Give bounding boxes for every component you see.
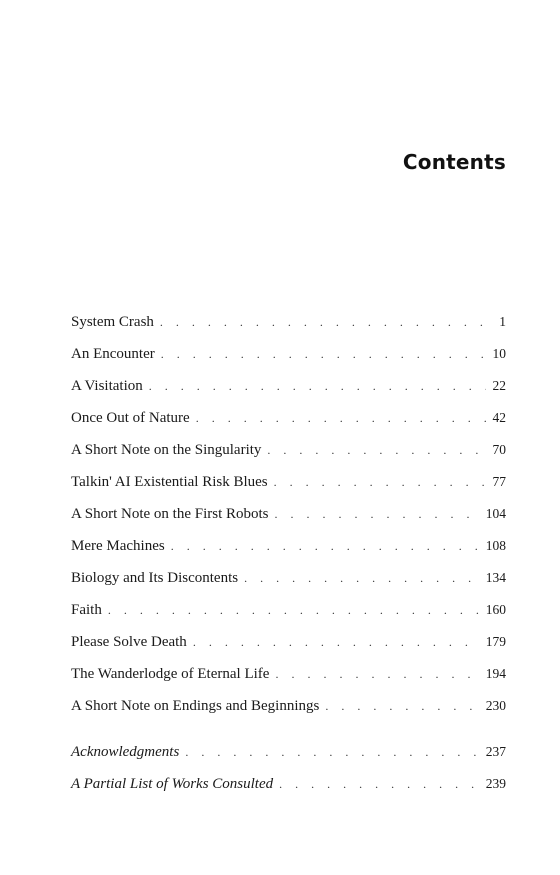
toc-entry-page: 1 (499, 314, 506, 329)
toc-entry[interactable] (71, 402, 506, 434)
toc-entry-page: 104 (485, 506, 506, 521)
dot-leader (275, 498, 480, 530)
dot-leader (274, 466, 486, 498)
toc-entry[interactable] (71, 338, 506, 370)
toc-entry-page: 179 (485, 634, 506, 649)
toc-entry-title: Acknowledgments (71, 744, 180, 760)
toc-entry-title: Biology and Its Discontents (71, 570, 239, 586)
page-title: Contents (402, 150, 506, 174)
toc-entry-page: 10 (492, 346, 506, 361)
toc-entry-title: Mere Machines (71, 538, 165, 554)
toc-entry-page: 42 (492, 410, 506, 425)
toc-entry[interactable] (71, 530, 506, 562)
dot-leader (244, 562, 480, 594)
toc-entry-title: Faith (71, 602, 102, 618)
toc-entry[interactable] (71, 498, 506, 530)
toc-entry-page: 77 (492, 474, 506, 489)
toc-entry[interactable] (71, 594, 506, 626)
toc-entry-title: Please Solve Death (71, 634, 187, 650)
toc-entry[interactable] (71, 434, 506, 466)
toc-entry-page: 70 (492, 442, 506, 457)
toc-entry[interactable] (71, 562, 506, 594)
toc-entry[interactable] (71, 370, 506, 402)
toc-entry-title: A Partial List of Works Consulted (71, 776, 274, 792)
dot-leader (149, 370, 486, 402)
toc-entry-title: A Short Note on Endings and Beginnings (71, 698, 320, 714)
dot-leader (171, 530, 480, 562)
dot-leader (279, 768, 480, 800)
toc-entry-page: 237 (485, 744, 506, 759)
dot-leader (185, 736, 479, 768)
toc-entry-works-consulted[interactable] (71, 768, 506, 800)
toc-entry-title: The Wanderlodge of Eternal Life (71, 666, 270, 682)
toc-entry[interactable] (71, 466, 506, 498)
toc-entry-title: A Visitation (71, 378, 143, 394)
toc-entry[interactable] (71, 690, 506, 722)
toc-entry-page: 134 (485, 570, 506, 585)
dot-leader (193, 626, 480, 658)
toc-entry-title: An Encounter (71, 346, 155, 362)
dot-leader (108, 594, 480, 626)
dot-leader (325, 690, 479, 722)
toc-entry[interactable] (71, 626, 506, 658)
dot-leader (160, 306, 486, 338)
dot-leader (161, 338, 486, 370)
toc-entry-acknowledgments[interactable] (71, 736, 506, 768)
dot-leader (267, 434, 486, 466)
toc-entry-title: Once Out of Nature (71, 410, 190, 426)
toc-entry-title: Talkin' AI Existential Risk Blues (71, 474, 268, 490)
toc-entry-title: System Crash (71, 314, 154, 330)
toc-entry-page: 230 (485, 698, 506, 713)
toc-entry-page: 194 (485, 666, 506, 681)
toc-entry-page: 239 (485, 776, 506, 791)
toc-entry-page: 108 (485, 538, 506, 553)
toc-entry[interactable] (71, 658, 506, 690)
toc-entry-title: A Short Note on the Singularity (71, 442, 262, 458)
toc-entry[interactable] (71, 306, 506, 338)
toc-entry-page: 22 (492, 378, 506, 393)
dot-leader (275, 658, 479, 690)
toc-entry-title: A Short Note on the First Robots (71, 506, 269, 522)
toc-entry-page: 160 (485, 602, 506, 617)
table-of-contents (71, 306, 506, 800)
dot-leader (196, 402, 486, 434)
